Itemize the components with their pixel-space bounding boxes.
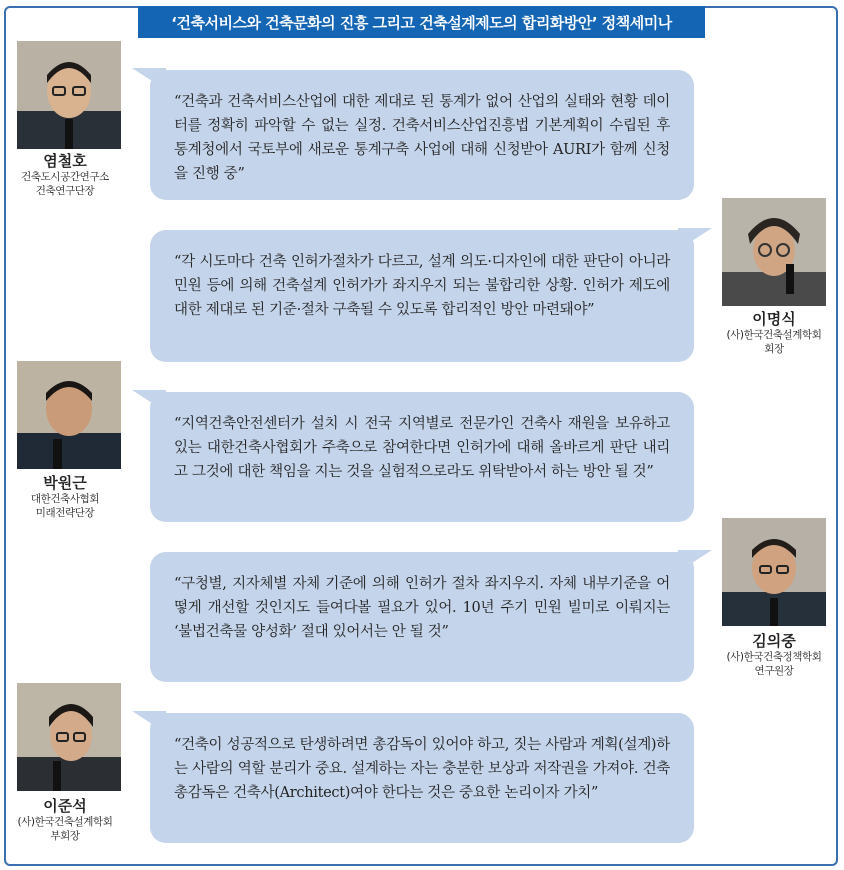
speaker-name: 염철호: [43, 152, 87, 170]
speaker-photo-1: [17, 41, 121, 149]
quote-text: “각 시도마다 건축 인허가절차가 다르고, 설계 의도·디자인에 대한 판단이 아니라 민원 등에 의해 건축설계 인허가가 좌지우지 되는 불합리한 상황. 인허가 제도에 대한 제대로 된 기준·절차 구축될 수 있도록 합리적인 방안 마련돼야”: [174, 254, 670, 318]
quote-text: “건축이 성공적으로 탄생하려면 총감독이 있어야 하고, 짓는 사람과 계획(설계)하는 사람의 역할 분리가 중요. 설계하는 자는 충분한 보상과 저작권을 가져야. 건축 총감독은 건축사(Architect)여야 한다는 것은 중요한 논리이자 가치”: [174, 737, 670, 801]
speaker-affiliation: (사)한국건축설계학회: [17, 816, 113, 828]
quote-bubble-5: [150, 713, 694, 843]
quote-text: “건축과 건축서비스산업에 대한 제대로 된 통계가 없어 산업의 실태와 현황 데이터를 정확히 파악할 수 없는 실정. 건축서비스산업진흥법 기본계획이 수립된 후 통계청에서 국토부에 새로운 통계구축 사업에 대해 신청받아 AURI가 함께 신청을 진행 중”: [174, 94, 670, 182]
quote-bubble-3: [150, 392, 694, 522]
speaker-name: 이명식: [752, 310, 796, 328]
speaker-position: 연구원장: [754, 665, 794, 677]
quote-bubble-4: [150, 552, 694, 682]
speaker-position: 미래전략단장: [35, 507, 95, 519]
speaker-info-3: [0, 474, 135, 520]
quote-text: “구청별, 지자체별 자체 기준에 의해 인허가 절차 좌지우지. 자체 내부기준을 어떻게 개선할 것인지도 들여다볼 필요가 있어. 10년 주기 민원 빌미로 이뤄지는 ‘불법건축물 양성화’ 절대 있어서는 안 될 것”: [174, 576, 670, 640]
speaker-affiliation: (사)한국건축정책학회: [726, 651, 822, 663]
speaker-position: 회장: [764, 343, 784, 355]
seminar-title: ‘건축서비스와 건축문화의 진흥 그리고 건축설계제도의 합리화방안’ 정책세미나: [138, 6, 705, 38]
quote-bubble-1: [150, 70, 694, 200]
speaker-position: 부회장: [50, 830, 80, 842]
speaker-affiliation: (사)한국건축설계학회: [726, 329, 822, 341]
speaker-info-4: [704, 632, 844, 678]
speaker-photo-2: [722, 198, 826, 306]
speaker-name: 박원근: [43, 474, 87, 492]
speaker-photo-5: [17, 683, 121, 791]
quote-text: “지역건축안전센터가 설치 시 전국 지역별로 전문가인 건축사 재원을 보유하고 있는 대한건축사협회가 주축으로 참여한다면 인허가에 대해 올바르게 판단 내리고 그것에 대한 책임을 지는 것을 실험적으로라도 위탁받아서 하는 방안 될 것”: [174, 416, 670, 480]
speaker-position: 건축연구단장: [35, 185, 95, 197]
speaker-info-1: [0, 152, 135, 198]
speaker-photo-3: [17, 361, 121, 469]
speaker-name: 김의중: [752, 632, 796, 650]
speaker-name: 이준석: [43, 797, 87, 815]
speaker-info-2: [704, 310, 844, 356]
speaker-affiliation: 건축도시공간연구소: [21, 171, 109, 183]
speaker-info-5: [0, 797, 135, 843]
speaker-photo-4: [722, 518, 826, 626]
speaker-affiliation: 대한건축사협회: [30, 493, 100, 505]
quote-bubble-2: [150, 230, 694, 362]
